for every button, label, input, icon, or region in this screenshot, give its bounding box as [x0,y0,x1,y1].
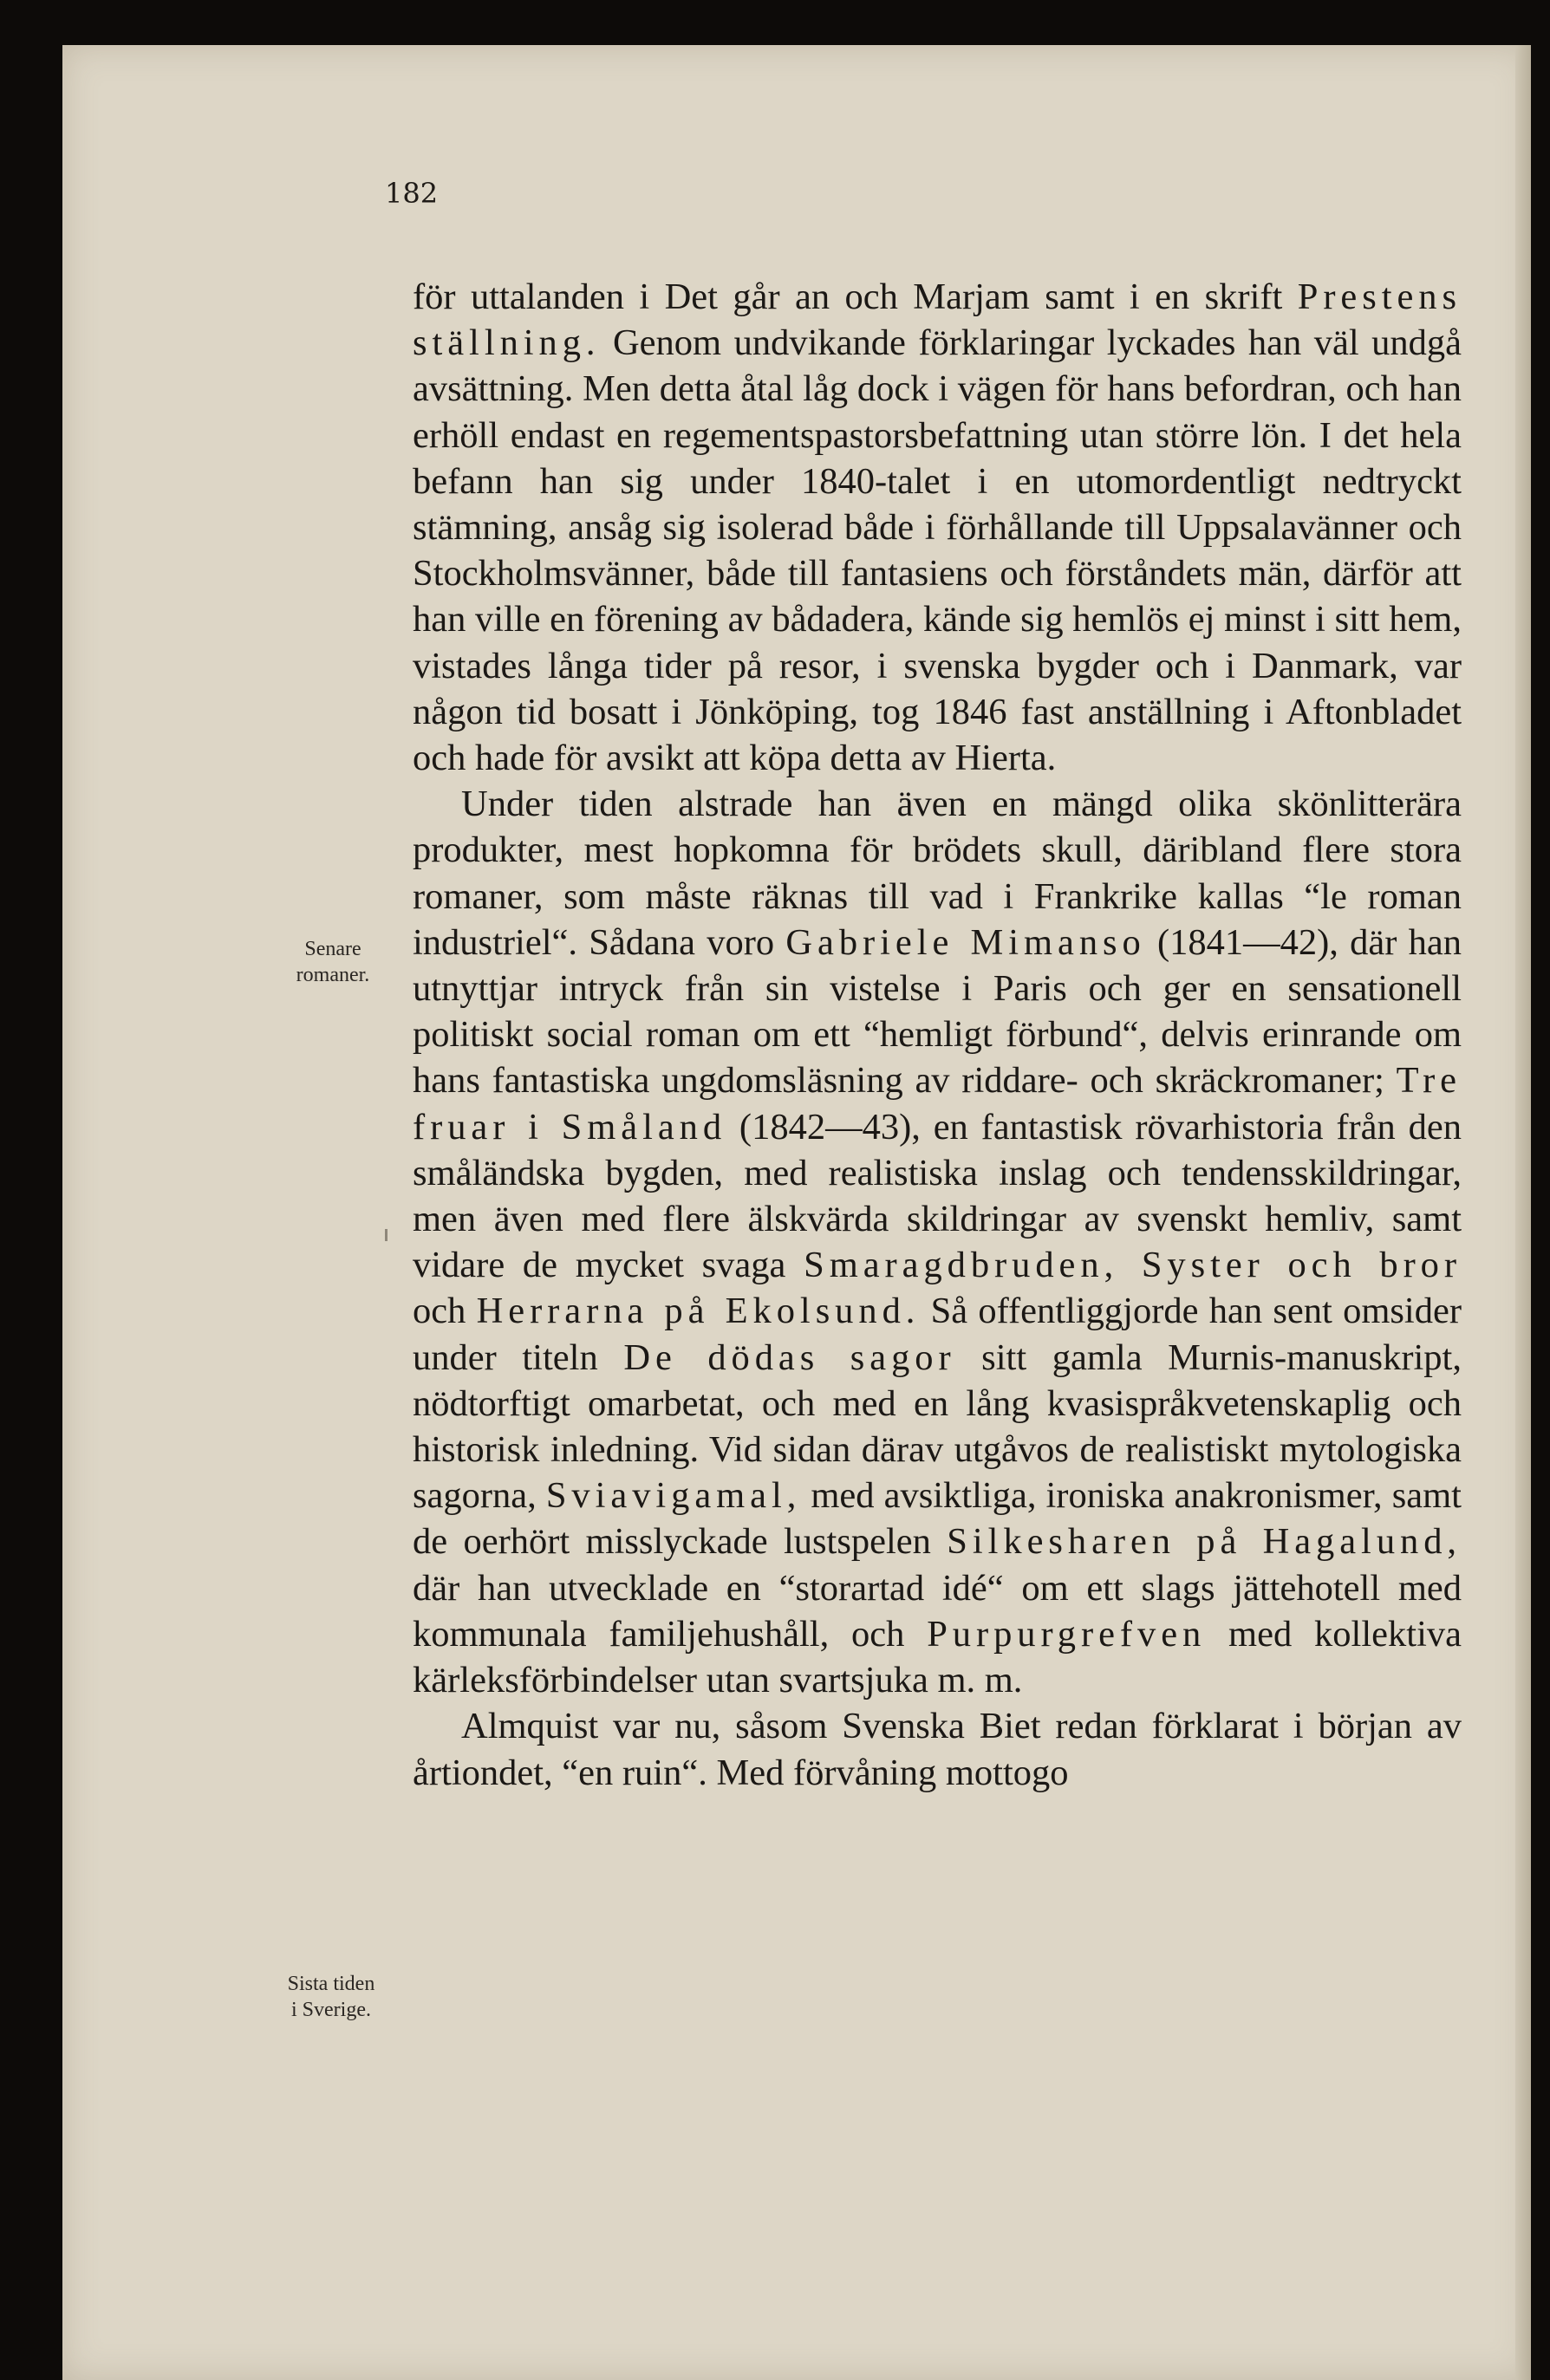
paragraph-2 [413,781,1462,1703]
paragraph-3 [413,1703,1462,1795]
text-run: Så offentliggjorde han sent omsider under titeln [413,1291,1462,1378]
text-run: och [413,1291,477,1332]
text-run: Almquist var nu, såsom Svenska Biet redan förklarat i början av årtiondet, “en ruin“. Med förvåning mottogo [413,1706,1462,1793]
paper-speck [385,1229,388,1241]
text-run: (1842—43), en fantastisk rövarhistoria från den småländska bygden, med realistiska inslag och tendensskildringar, men även med flere älskvärda skildringar av svenskt hemliv, samt vidare de mycket svaga [413,1106,1462,1286]
spaced-title: Prestens ställning. [413,276,1462,364]
spaced-title: Silkesharen på Hagalund, [947,1521,1462,1563]
text-run: Under tiden alstrade han även en mängd olika skönlitterära produkter, mest hopkomna för brödets skull, däribland flere stora romaner, som måste räknas till vad i Frankrike kallas “le roman industriel“. Sådana voro [413,784,1462,963]
margin-note-sista-tiden [262,1971,401,2023]
text-run: där han utvecklade en “storartad idé“ om ett slags jättehotell med kommunala familjehushåll, och [413,1567,1462,1655]
margin-note-line: i Sverige. [291,1999,371,2021]
text-run: för uttalanden i Det går an och Marjam samt i en skrift [413,276,1298,317]
page-edge [1515,45,1531,2380]
page-number: 182 [385,177,439,210]
spaced-title: De dödas sagor [623,1336,956,1378]
spaced-title: Herrarna på Ekolsund. [476,1291,921,1332]
spaced-title: Smaragdbruden, Syster och bror [804,1245,1462,1286]
margin-note-senare-romaner [264,936,402,988]
paragraph-1 [413,274,1462,781]
body-text [413,274,1462,1796]
text-run: Genom undvikande förklaringar lyckades han väl undgå avsättning. Men detta åtal låg dock i vägen för hans befordran, och han erhöll endast en regementspastorsbefattning utan större lön. I det hela befann han sig under 1840-talet i en utomordentligt nedtryckt stämning, ansåg sig isolerad både i förhållande till Uppsalavänner och Stockholmsvänner, både till fantasiens och förståndets män, därför att han ville en förening av bådadera, kände sig hemlös ej minst i sitt hem, vistades långa tider på resor, i svenska bygder och i Danmark, var någon tid bosatt i Jönköping, tog 1846 fast anställning i Aftonbladet och hade för avsikt att köpa detta av Hierta. [413,322,1462,779]
margin-note-line: Senare [304,938,361,960]
spaced-title: Tre fruar i Småland [413,1060,1462,1148]
text-run: (1841—42), där han utnyttjar intryck från sin vistelse i Paris och ger en sensationell politiskt social roman om ett “hemligt förbund“, delvis erinrande om hans fantastiska ungdomsläsning av riddare- och skräckromaner; [413,921,1462,1102]
text-run: med avsiktliga, ironiska anakronismer, samt de oerhört misslyckade lustspelen [413,1475,1462,1563]
margin-note-line: Sista tiden [287,1973,375,1995]
text-run: med kollektiva kärleksförbindelser utan svartsjuka m. m. [413,1613,1462,1701]
spaced-title: Purpurgrefven [927,1613,1207,1655]
spaced-title: Sviavigamal, [545,1475,802,1517]
book-page [62,45,1531,2380]
margin-note-line: romaner. [296,964,370,986]
text-run: sitt gamla Murnis-manuskript, nödtorftigt omarbetat, och med en lång kvasispråkvetenskaplig och historisk inledning. Vid sidan därav utgåvos de realistiskt mytologiska sagorna, [413,1336,1462,1517]
spaced-title: Gabriele Mimanso [785,921,1146,963]
